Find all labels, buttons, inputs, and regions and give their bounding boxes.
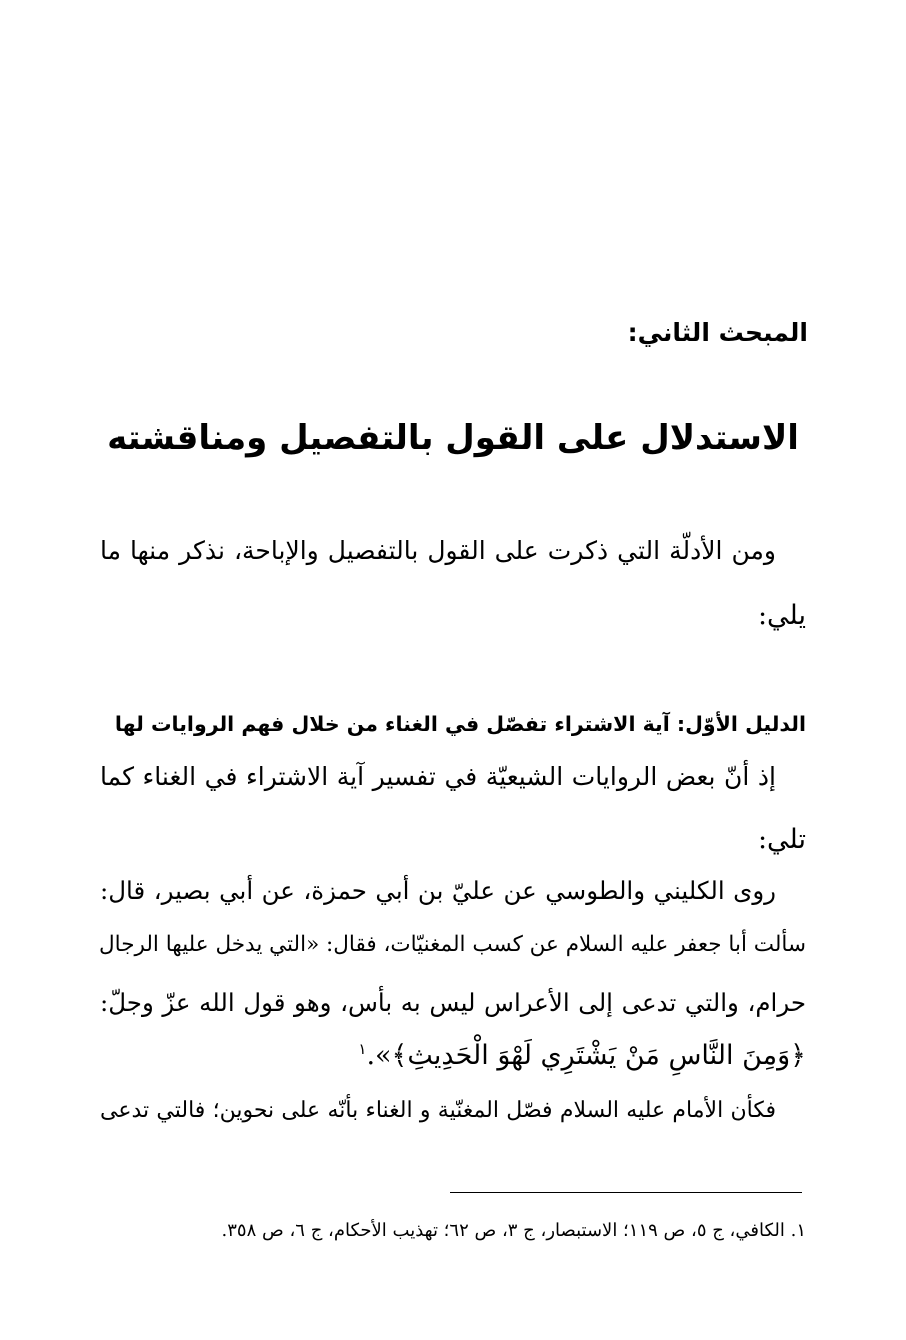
page-title: الاستدلال على القول بالتفصيل ومناقشته	[107, 418, 799, 458]
continuation-line-1: فكأن الأمام عليه السلام فصّل المغنّية و الغناء بأنّه على نحوين؛ فالتي تدعى	[100, 1098, 776, 1123]
intro-line-1: ومن الأدلّة التي ذكرت على القول بالتفصيل والإباحة، نذكر منها ما	[100, 536, 776, 565]
evidence-line-1: إذ أنّ بعض الروايات الشيعيّة في تفسير آية الاشتراء في الغناء كما	[100, 762, 776, 791]
quran-verse: ﴿وَمِنَ النَّاسِ مَنْ يَشْتَرِي لَهْوَ الْحَدِيثِ﴾».	[366, 1040, 806, 1071]
section-label: المبحث الثاني:	[627, 318, 808, 347]
intro-line-2: يلي:	[757, 600, 806, 631]
evidence-line-2: تلي:	[757, 824, 806, 855]
narration-line-2: سألت أبا جعفر عليه السلام عن كسب المغنيّات، فقال: «التي يدخل عليها الرجال	[99, 932, 806, 957]
footnote-divider	[450, 1192, 802, 1193]
footnote: ١. الكافي، ج ٥، ص ١١٩؛ الاستبصار، ج ٣، ص ٦٢؛ تهذيب الأحكام، ج ٦، ص ٣٥٨.	[221, 1220, 806, 1241]
narration-line-3: حرام، والتي تدعى إلى الأعراس ليس به بأس، وهو قول الله عزّ وجلّ:	[100, 988, 806, 1017]
evidence-title-text: آية الاشتراء تفصّل في الغناء من خلال فهم الروايات لها	[114, 712, 677, 736]
evidence-label: الدليل الأوّل:	[676, 712, 806, 736]
narration-line-1: روى الكليني والطوسي عن عليّ بن أبي حمزة، عن أبي بصير، قال:	[100, 876, 776, 905]
narration-line-4	[100, 1040, 806, 1071]
footnote-ref: ١	[358, 1040, 367, 1058]
evidence-heading	[100, 712, 806, 736]
